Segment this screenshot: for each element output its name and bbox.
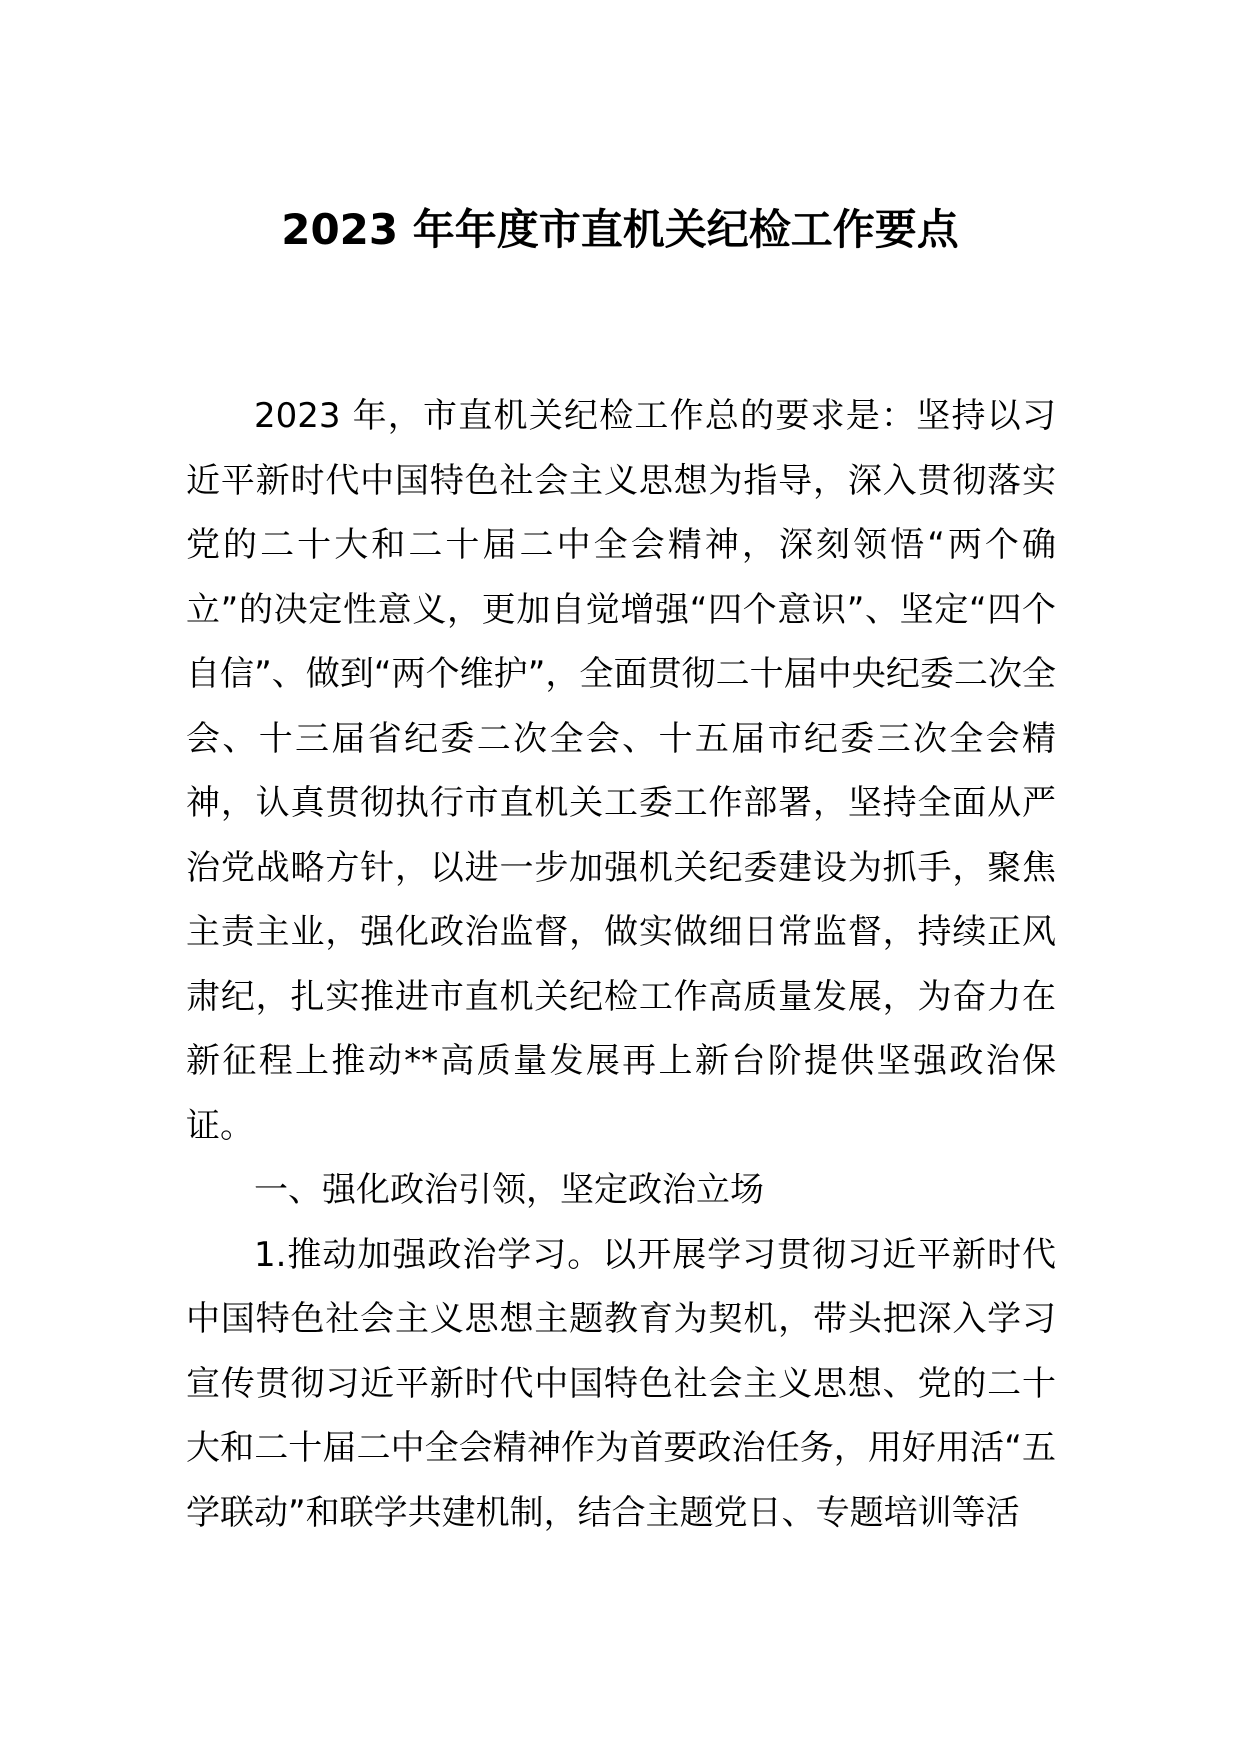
intro-paragraph: 2023 年，市直机关纪检工作总的要求是：坚持以习近平新时代中国特色社会主义思想为指导，深入贯彻落实党的二十大和二十届二中全会精神，深刻领悟“两个确立”的决定性意义，更加自觉增强“四个意识”、坚定“四个自信”、做到“两个维护”，全面贯彻二十届中央纪委二次全会、十三届省纪委二次全会、十五届市纪委三次全会精神，认真贯彻执行市直机关工委工作部署，坚持全面从严治党战略方针，以进一步加强机关纪委建设为抓手，聚焦主责主业，强化政治监督，做实做细日常监督，持续正风肃纪，扎实推进市直机关纪检工作高质量发展，为奋力在新征程上推动**高质量发展再上新台阶提供坚强政治保证。 bbox=[186, 396, 1056, 1146]
document-title: 2023 年年度市直机关纪检工作要点 bbox=[281, 205, 959, 254]
item-paragraph: 1.推动加强政治学习。以开展学习贯彻习近平新时代中国特色社会主义思想主题教育为契机，带头把深入学习宣传贯彻习近平新时代中国特色社会主义思想、党的二十大和二十届二中全会精神作为首要政治任务，用好用活“五学联动”和联学共建机制，结合主题党日、专题培训等活 bbox=[186, 1234, 1056, 1533]
document-body bbox=[186, 384, 1056, 1545]
section-heading: 一、强化政治引领，坚定政治立场 bbox=[254, 1170, 764, 1210]
